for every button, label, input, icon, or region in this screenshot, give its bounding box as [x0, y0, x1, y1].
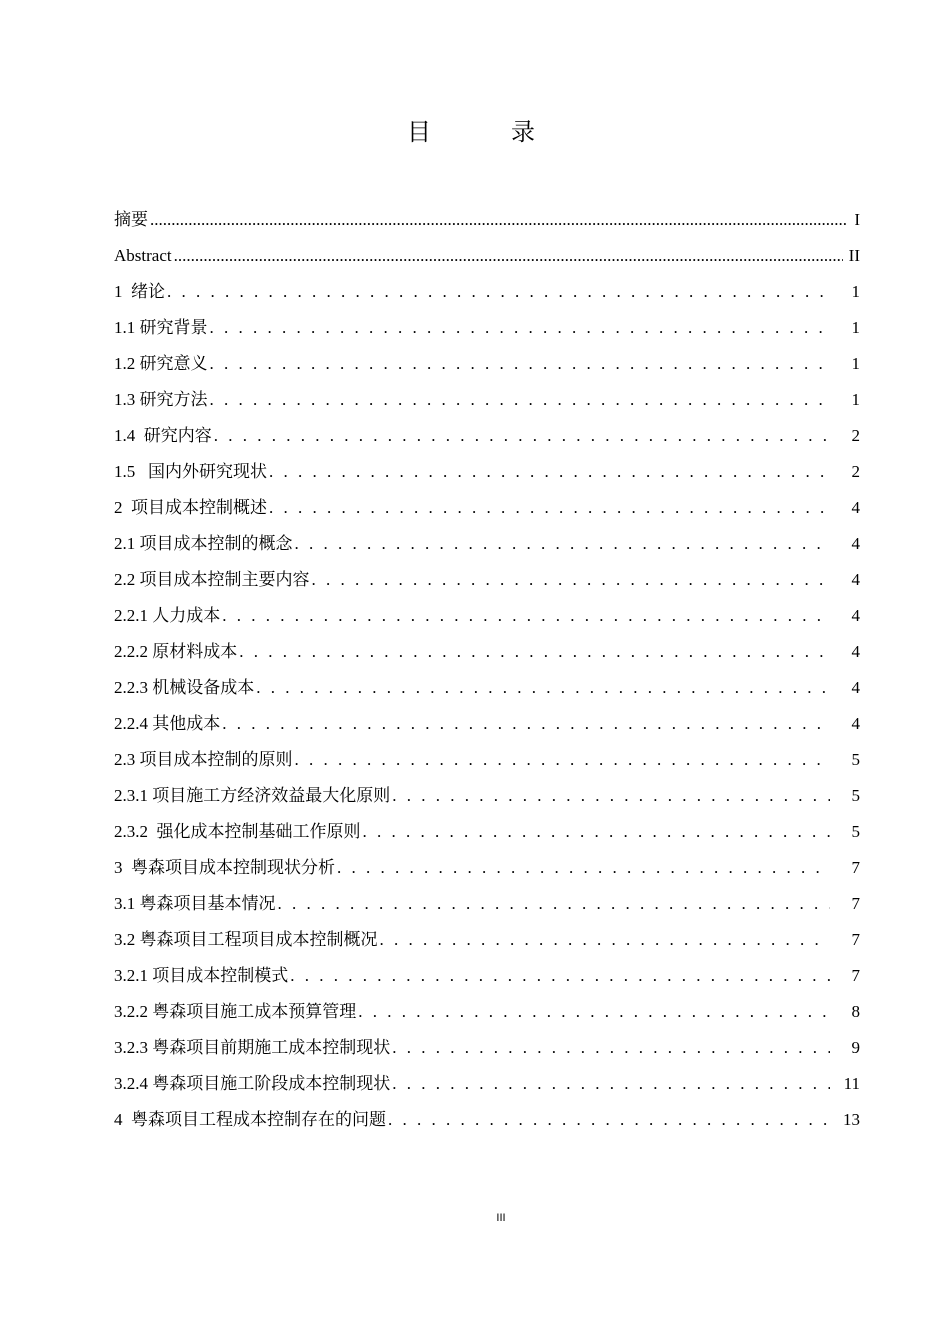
toc-entry-page: II	[848, 246, 860, 265]
toc-entry-page: 7	[851, 930, 860, 949]
toc-leader	[392, 1030, 830, 1066]
toc-entry-label: 2.2 项目成本控制主要内容	[114, 570, 310, 589]
toc-entry[interactable]	[114, 238, 860, 274]
toc-leader	[290, 958, 830, 994]
toc-entry-page: 2	[851, 462, 860, 481]
toc-leader	[380, 922, 831, 958]
toc-leader	[210, 310, 831, 346]
toc-entry-page: 5	[851, 786, 860, 805]
toc-entry-label: 2.3 项目成本控制的原则	[114, 750, 293, 769]
toc-entry-page: 5	[851, 822, 860, 841]
toc-leader	[210, 346, 831, 382]
toc-entry-label: 3.2.1 项目成本控制模式	[114, 966, 289, 985]
toc-entry-label: 1.1 研究背景	[114, 318, 208, 337]
toc-entry-page: 4	[851, 606, 860, 625]
toc-entry[interactable]	[114, 958, 860, 994]
toc-entry-label: 3.1 粤森项目基本情况	[114, 894, 276, 913]
toc-leader	[239, 634, 830, 670]
toc-entry-label: 2.3.2 强化成本控制基础工作原则	[114, 822, 361, 841]
toc-leader	[278, 886, 831, 922]
toc-entry-label: 2.2.4 其他成本	[114, 714, 221, 733]
toc-entry-page: 4	[851, 534, 860, 553]
toc-leader	[256, 670, 830, 706]
toc-entry-label: 3.2.4 粤森项目施工阶段成本控制现状	[114, 1074, 391, 1093]
toc-leader	[269, 454, 830, 490]
toc-entry-label: 1 绪论	[114, 282, 165, 301]
toc-entry[interactable]	[114, 1066, 860, 1102]
page-number-footer: III	[496, 1212, 506, 1224]
toc-entry[interactable]	[114, 454, 860, 490]
toc-entry[interactable]	[114, 778, 860, 814]
toc-entry-page: 4	[851, 570, 860, 589]
toc-entry-page: 4	[851, 714, 860, 733]
toc-entry[interactable]	[114, 742, 860, 778]
toc-leader	[337, 850, 830, 886]
toc-entry-label: 1.4 研究内容	[114, 426, 212, 445]
toc-entry[interactable]	[114, 274, 860, 310]
toc-entry[interactable]	[114, 346, 860, 382]
toc-entry[interactable]	[114, 670, 860, 706]
toc-leader	[295, 526, 831, 562]
toc-entry[interactable]	[114, 1102, 860, 1138]
toc-entry[interactable]	[114, 886, 860, 922]
toc-entry-page: 4	[851, 642, 860, 661]
toc-leader	[150, 202, 848, 238]
page-title: 目 录	[407, 120, 563, 146]
toc-entry[interactable]	[114, 634, 860, 670]
toc-entry[interactable]	[114, 202, 860, 238]
toc-entry-page: I	[854, 210, 860, 229]
toc-entry-page: 2	[851, 426, 860, 445]
toc-entry-page: 9	[851, 1038, 860, 1057]
toc-entry-page: 1	[851, 390, 860, 409]
toc-leader	[210, 382, 831, 418]
toc-leader	[222, 706, 830, 742]
toc-entry-label: 2.3.1 项目施工方经济效益最大化原则	[114, 786, 391, 805]
toc-entry-page: 11	[843, 1074, 860, 1093]
toc-entry-label: 4 粤森项目工程成本控制存在的问题	[114, 1110, 386, 1129]
table-of-contents	[114, 202, 860, 1138]
toc-entry[interactable]	[114, 922, 860, 958]
toc-leader	[167, 274, 830, 310]
toc-entry-label: 3.2.3 粤森项目前期施工成本控制现状	[114, 1038, 391, 1057]
toc-leader	[214, 418, 830, 454]
toc-entry[interactable]	[114, 598, 860, 634]
toc-entry[interactable]	[114, 562, 860, 598]
toc-entry[interactable]	[114, 1030, 860, 1066]
toc-entry-label: 2.1 项目成本控制的概念	[114, 534, 293, 553]
toc-entry-page: 7	[851, 894, 860, 913]
toc-entry-page: 5	[851, 750, 860, 769]
toc-entry-label: 2.2.1 人力成本	[114, 606, 221, 625]
toc-leader	[358, 994, 830, 1030]
toc-entry-label: 3.2 粤森项目工程项目成本控制概况	[114, 930, 378, 949]
toc-entry-label: 1.2 研究意义	[114, 354, 208, 373]
toc-entry[interactable]	[114, 814, 860, 850]
toc-entry-label: 2 项目成本控制概述	[114, 498, 267, 517]
toc-entry[interactable]	[114, 850, 860, 886]
toc-entry[interactable]	[114, 994, 860, 1030]
toc-leader	[392, 778, 830, 814]
toc-entry-label: 1.3 研究方法	[114, 390, 208, 409]
toc-entry-label: 3.2.2 粤森项目施工成本预算管理	[114, 1002, 357, 1021]
toc-entry[interactable]	[114, 310, 860, 346]
toc-leader	[174, 238, 843, 274]
toc-leader	[295, 742, 831, 778]
toc-entry[interactable]	[114, 418, 860, 454]
toc-entry-page: 1	[851, 318, 860, 337]
toc-leader	[269, 490, 830, 526]
toc-leader	[222, 598, 830, 634]
toc-entry-page: 7	[851, 858, 860, 877]
toc-entry-label: Abstract	[114, 246, 172, 265]
toc-entry[interactable]	[114, 526, 860, 562]
toc-entry-page: 1	[851, 354, 860, 373]
toc-entry-page: 8	[851, 1002, 860, 1021]
toc-leader	[392, 1066, 830, 1102]
toc-entry-page: 7	[851, 966, 860, 985]
toc-entry[interactable]	[114, 490, 860, 526]
toc-entry-label: 摘要	[114, 210, 148, 229]
toc-leader	[363, 814, 831, 850]
toc-entry-label: 2.2.2 原材料成本	[114, 642, 238, 661]
toc-entry-page: 13	[843, 1110, 860, 1129]
toc-entry[interactable]	[114, 382, 860, 418]
toc-entry-label: 2.2.3 机械设备成本	[114, 678, 255, 697]
toc-leader	[388, 1102, 830, 1138]
toc-entry-page: 4	[851, 498, 860, 517]
toc-entry-page: 4	[851, 678, 860, 697]
toc-leader	[312, 562, 831, 598]
toc-entry-page: 1	[851, 282, 860, 301]
toc-entry-label: 3 粤森项目成本控制现状分析	[114, 858, 335, 877]
toc-entry[interactable]	[114, 706, 860, 742]
toc-entry-label: 1.5 国内外研究现状	[114, 462, 267, 481]
